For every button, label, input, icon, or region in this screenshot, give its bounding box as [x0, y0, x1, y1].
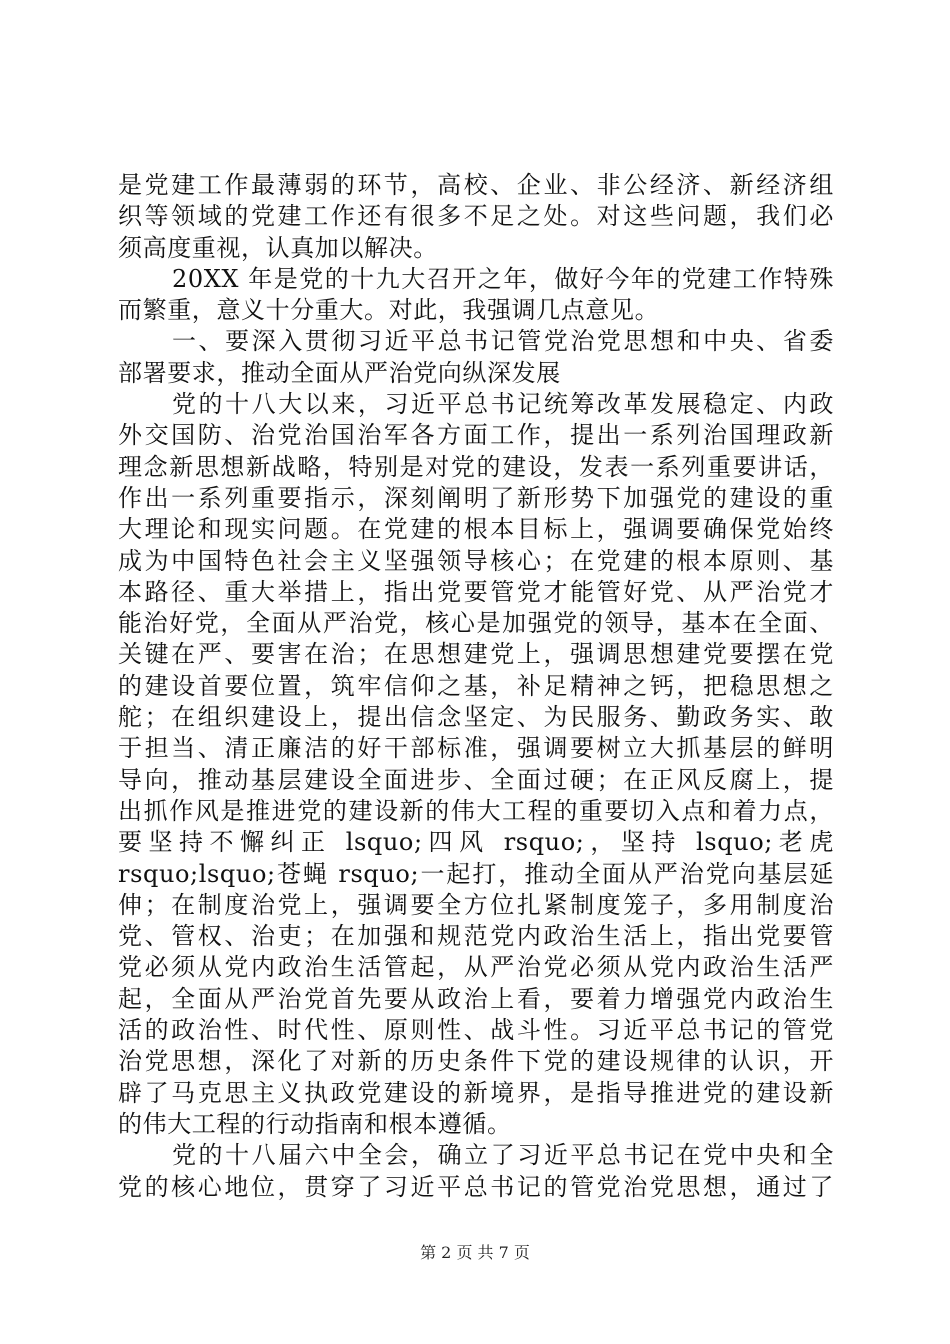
text-line: 于担当、清正廉洁的好干部标准，强调要树立大抓基层的鲜明: [118, 734, 834, 763]
text-line: 舵；在组织建设上，提出信念坚定、为民服务、勤政务实、敢: [118, 703, 834, 732]
text-line: 大理论和现实问题。在党建的根本目标上，强调要确保党始终: [118, 515, 834, 544]
text-line: 导向，推动基层建设全面进步、全面过硬；在正风反腐上，提: [118, 765, 834, 794]
text-line: 党必须从党内政治生活管起，从严治党必须从党内政治生活严: [118, 953, 834, 982]
text-line: 的伟大工程的行动指南和根本遵循。: [118, 1109, 512, 1138]
text-line: 起，全面从严治党首先要从政治上看，要着力增强党内政治生: [118, 984, 834, 1013]
text-line: 作出一系列重要指示，深刻阐明了新形势下加强党的建设的重: [118, 483, 834, 512]
section-heading-line: 部署要求，推动全面从严治党向纵深发展: [118, 358, 561, 387]
text-line: 治党思想，深化了对新的历史条件下党的建设规律的认识，开: [118, 1047, 834, 1076]
text-line: 辟了马克思主义执政党建设的新境界，是指导推进党的建设新: [118, 1078, 834, 1107]
paragraph-first-line: 党的十八大以来，习近平总书记统筹改革发展稳定、内政: [172, 390, 834, 419]
paragraph-first-line: 党的十八届六中全会，确立了习近平总书记在党中央和全: [172, 1141, 834, 1170]
text-line: 伸；在制度治党上，强调要全方位扎紧制度笼子，多用制度治: [118, 890, 834, 919]
text-line: 出抓作风是推进党的建设新的伟大工程的重要切入点和着力点，: [118, 796, 834, 825]
paragraph-first-line: 20XX 年是党的十九大召开之年，做好今年的党建工作特殊: [172, 264, 834, 293]
page-number-label: 第 2 页 共 7 页: [420, 1243, 530, 1262]
text-line: 能治好党，全面从严治党，核心是加强党的领导，基本在全面、: [118, 609, 834, 638]
body-text: [118, 170, 834, 1203]
text-line: 关键在严、要害在治；在思想建党上，强调思想建党要摆在党: [118, 640, 834, 669]
text-line: 理念新思想新战略，特别是对党的建设，发表一系列重要讲话，: [118, 452, 834, 481]
page-footer: [0, 1242, 950, 1264]
text-line: 成为中国特色社会主义坚强领导核心；在党建的根本原则、基: [118, 546, 834, 575]
text-line: 党的核心地位，贯穿了习近平总书记的管党治党思想，通过了: [118, 1172, 834, 1201]
text-line: 是党建工作最薄弱的环节，高校、企业、非公经济、新经济组: [118, 171, 834, 199]
text-line: 活的政治性、时代性、原则性、战斗性。习近平总书记的管党: [118, 1016, 834, 1045]
text-line: 织等领域的党建工作还有很多不足之处。对这些问题，我们必: [118, 202, 834, 231]
text-line: 的建设首要位置，筑牢信仰之基，补足精神之钙，把稳思想之: [118, 671, 834, 700]
text-line: 而繁重，意义十分重大。对此，我强调几点意见。: [118, 296, 660, 325]
text-line: 外交国防、治党治国治军各方面工作，提出一系列治国理政新: [118, 421, 834, 450]
text-line: 本路径、重大举措上，指出党要管党才能管好党、从严治党才: [118, 577, 834, 606]
section-heading-line: 一、要深入贯彻习近平总书记管党治党思想和中央、省委: [172, 327, 834, 356]
text-line: 党、管权、治吏；在加强和规范党内政治生活上，指出党要管: [118, 922, 834, 951]
text-line: rsquo;lsquo;苍蝇 rsquo;一起打，推动全面从严治党向基层延: [118, 859, 834, 888]
text-line: 要坚持不懈纠正 lsquo;四风 rsquo;，坚持 lsquo;老虎: [118, 828, 834, 857]
text-line: 须高度重视，认真加以解决。: [118, 233, 438, 262]
